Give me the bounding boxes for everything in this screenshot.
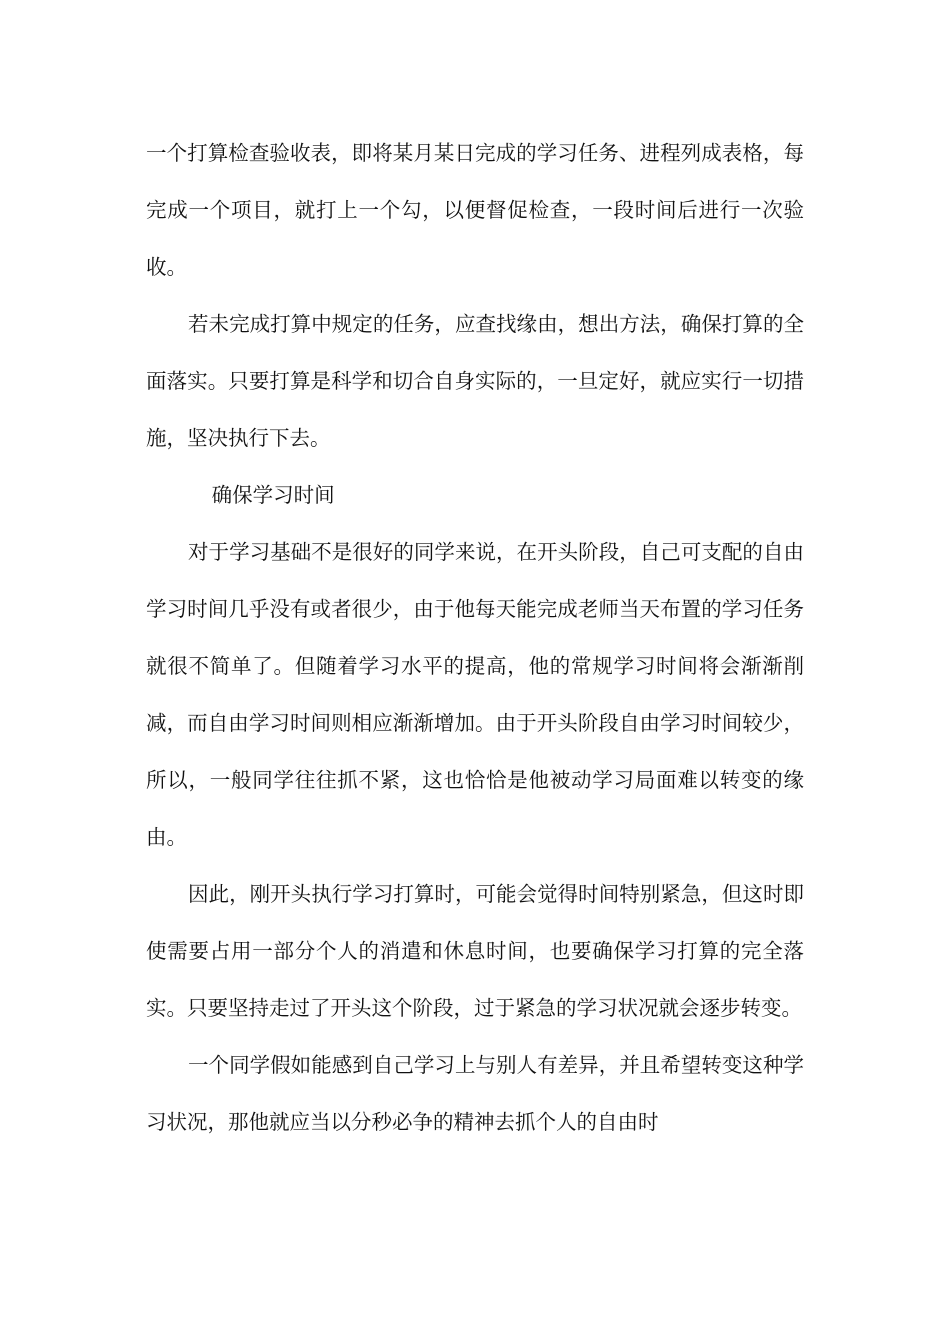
paragraph-continued: 一个打算检查验收表，即将某月某日完成的学习任务、进程列成表格，每完成一个项目，就打上一个勾，以便督促检查，一段时间后进行一次验收。	[146, 141, 804, 279]
document-body	[146, 125, 804, 1151]
section-heading: 确保学习时间	[211, 483, 335, 507]
paragraph: 一个同学假如能感到自己学习上与别人有差异，并且希望转变这种学习状况，那他就应当以分秒必争的精神去抓个人的自由时	[146, 1053, 804, 1134]
paragraph: 对于学习基础不是很好的同学来说，在开头阶段，自己可支配的自由学习时间几乎没有或者很少，由于他每天能完成老师当天布置的学习任务就很不简单了。但随着学习水平的提高，他的常规学习时间将会渐渐削减，而自由学习时间则相应渐渐增加。由于开头阶段自由学习时间较少，所以，一般同学往往抓不紧，这也恰恰是他被动学习局面难以转变的缘由。	[146, 540, 804, 849]
paragraph: 若未完成打算中规定的任务，应查找缘由，想出方法，确保打算的全面落实。只要打算是科学和切合自身实际的，一旦定好，就应实行一切措施，坚决执行下去。	[146, 312, 804, 450]
paragraph: 因此，刚开头执行学习打算时，可能会觉得时间特别紧急，但这时即使需要占用一部分个人的消遣和休息时间，也要确保学习打算的完全落实。只要坚持走过了开头这个阶段，过于紧急的学习状况就会逐步转变。	[146, 882, 804, 1020]
